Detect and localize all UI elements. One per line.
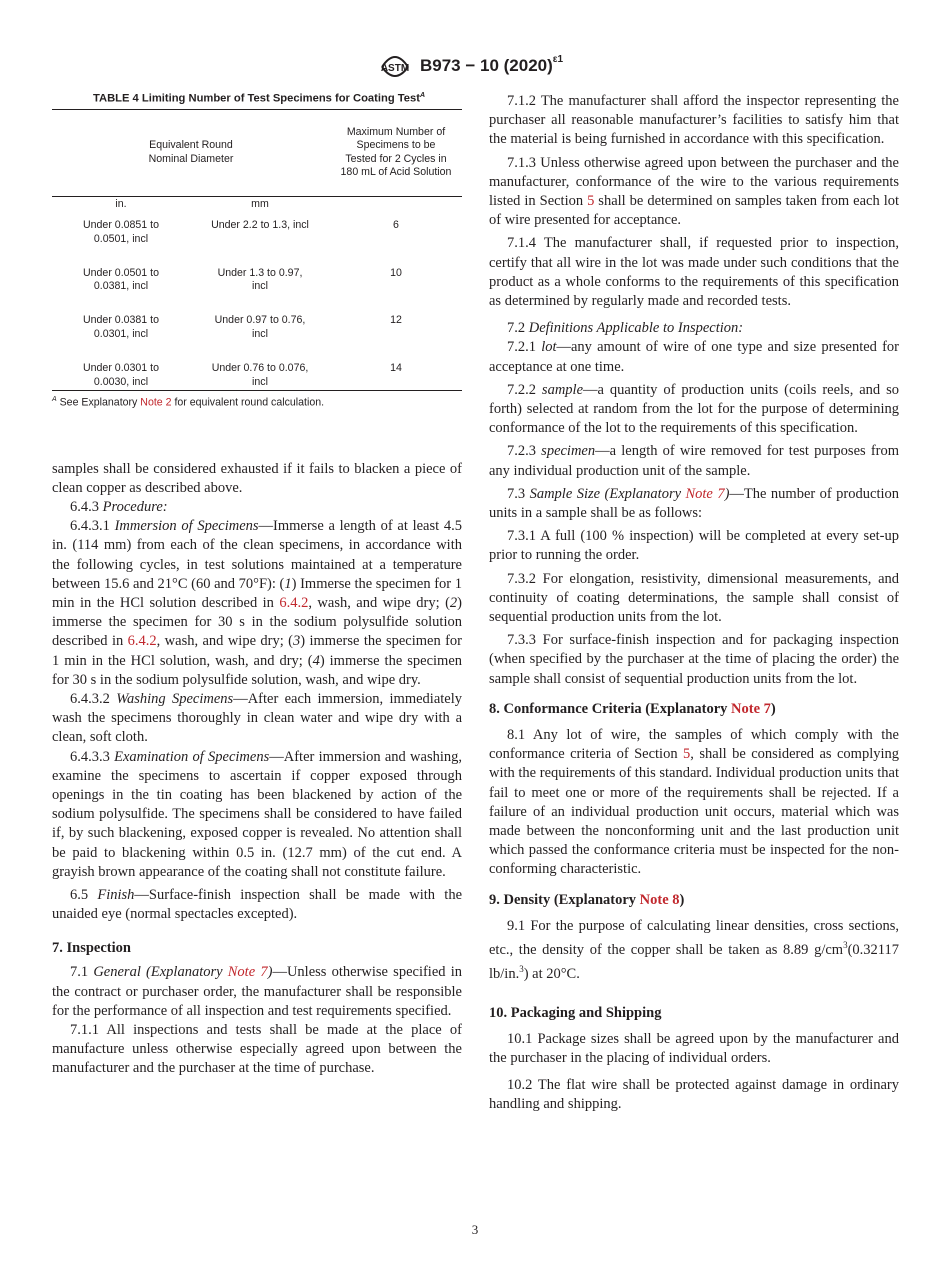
- cell-mm: Under 0.97 to 0.76, incl: [214, 314, 306, 341]
- cell-max: 10: [390, 266, 402, 279]
- table-title: TABLE 4 Limiting Number of Test Specimens for Coating Test$^A$: [92, 92, 425, 105]
- page-header: [0, 50, 950, 86]
- section-7-1-2: 7.1.2 The manufacturer shall afford the inspector representing the purchaser all reasonable manufacturer’s facilities to satisfy him that the material is being furnished in accordance with this specification.: [489, 93, 899, 148]
- section-10-1: 10.1 Package sizes shall be agreed upon by the manufacturer and the purchaser in the placing of individual orders.: [489, 1030, 899, 1066]
- section-7-2-3: 7.2.3 specimen—a length of wire removed for test purposes from any individual production unit of the sample.: [489, 443, 900, 479]
- table-row: [52, 356, 462, 390]
- note-7-link[interactable]: Note 7: [227, 964, 268, 981]
- page-number: 3: [471, 1222, 479, 1237]
- heading-density: 9. Density (Explanatory Note 8): [489, 891, 685, 908]
- header-diameter: Equivalent Round Nominal Diameter: [52, 109, 330, 196]
- epsilon-superscript: ε1: [552, 54, 564, 66]
- right-column: [489, 92, 899, 1115]
- section-7-3-1: 7.3.1 A full (100 % inspection) will be completed at every set-up prior to running the order.: [489, 528, 899, 564]
- table-row: [52, 213, 462, 261]
- note-7-link[interactable]: Note 7: [731, 700, 771, 717]
- heading-conformance: 8. Conformance Criteria (Explanatory Note 7): [489, 700, 776, 717]
- section-7-1-4: 7.1.4 The manufacturer shall, if requested prior to inspection, certify that all wire in the lot was made under such conditions that the product as a whole conforms to the requirements of this specification as determined by regularly made and recorded tests.: [489, 235, 899, 310]
- specimen-limit-table: [52, 109, 462, 391]
- standard-designation: B973 − 10 $(2020)^{\varepsilon 1}$: [420, 54, 564, 75]
- cell-inch: Under 0.0381 to 0.0301, incl: [83, 314, 159, 341]
- section-7-3: 7.3 Sample Size (Explanatory Note 7)—The number of production units in a sample shall be as follows:: [489, 485, 899, 522]
- cell-inch: Under 0.0301 to 0.0030, incl: [52, 356, 190, 390]
- cell-mm: Under 0.76 to 0.076, incl: [190, 356, 330, 390]
- heading-inspection: 7. Inspection: [52, 940, 131, 957]
- cell-max: 6: [393, 218, 399, 231]
- cell-inch: Under 0.0851 to 0.0501, incl: [83, 218, 159, 245]
- heading-packaging: 10. Packaging and Shipping: [489, 1004, 662, 1021]
- section-6-4-3-2: 6.4.3.2 Washing Specimens—After each immersion, immediately wash the specimens thoroughly in clean water and wipe dry with a clean, soft cloth.: [52, 690, 462, 746]
- section-6-5: 6.5 Finish—Surface-finish inspection shall be made with the unaided eye (normal spectacles excepted).: [52, 886, 463, 923]
- section-7-2-2: 7.2.2 sample—a quantity of production units (coils reels, and so forth) selected at random from the lot for the purpose of determining conformance of the lot to the requirements of this specification.: [489, 381, 899, 437]
- section-7-1-3: 7.1.3 Unless otherwise agreed upon between the purchaser and the manufacturer, conformance of the wire to the various requirements listed in Section 5 shall be determined on samples taken from each lot of wire presented for acceptance.: [489, 154, 899, 229]
- section-6-4-3-3: 6.4.3.3 Examination of Specimens—After immersion and washing, examine the specimens to ascertain if copper exposed through openings in the tin coating has been blackened by action of the sodium polysulfide. The specimens shall be considered to have failed if, by such blackening, exposed copper is revealed. No attention shall be paid to blackening within 0.5 in. (12.7 mm) of the cut end. A grayish brown appearance of the coating shall not constitute failure.: [52, 748, 462, 880]
- ref-6-4-2-link[interactable]: 6.4.2: [127, 633, 157, 650]
- table-row: [52, 308, 462, 356]
- ref-6-4-2-link[interactable]: 6.4.2: [279, 594, 309, 611]
- cell-inch: Under 0.0501 to 0.0381, incl: [83, 266, 159, 293]
- section-7-3-2: 7.3.2 For elongation, resistivity, dimensional measurements, and continuity of coating determinations, the sample shall consist of sequential production units from the lot.: [489, 570, 899, 626]
- astm-logo: [378, 50, 412, 82]
- section-7-2-1: 7.2.1 lot—any amount of wire of one type and size presented for acceptance at one time.: [489, 339, 899, 375]
- section-7-3-3: 7.3.3 For surface-finish inspection and for packaging inspection (when specified by the purchaser at the time of placing the order) the sample shall consist of sequential production units from the lot.: [489, 632, 899, 687]
- section-10-2: 10.2 The flat wire shall be protected against damage in ordinary handling and shipping.: [489, 1077, 899, 1113]
- table-row: [52, 261, 462, 309]
- cell-max: 14: [330, 356, 462, 390]
- left-column: [52, 92, 462, 1079]
- note-2-link[interactable]: Note 2: [140, 396, 172, 409]
- cell-mm: Under 2.2 to 1.3, incl: [211, 218, 309, 231]
- paragraph-exhausted: samples shall be considered exhausted if it fails to blacken a piece of clean copper as described above.: [52, 460, 462, 496]
- cell-mm: Under 1.3 to 0.97, incl: [217, 266, 303, 293]
- unit-mm: mm: [251, 197, 269, 210]
- note-7-link[interactable]: Note 7: [685, 485, 725, 502]
- section-5-link[interactable]: 5: [587, 193, 595, 210]
- table-footnote: $^A$ See Explanatory Note 2 for equivalent round calculation.: [52, 395, 325, 409]
- section-6-4-3: 6.4.3 Procedure:: [70, 498, 168, 515]
- section-7-2: 7.2 Definitions Applicable to Inspection:: [507, 320, 744, 337]
- section-8-1: 8.1 Any lot of wire, the samples of which comply with the conformance criteria of Section 5, shall be considered as complying with the requirements of this standard. Individual production units that fail to meet one or more of the requirements shall be rejected. If a failure of an individual production unit occurs, material which was made between the nonconforming unit and the last production unit which passed the conformance criteria must be inspected for the non-conforming characteristic.: [489, 726, 899, 878]
- section-6-4-3-1: 6.4.3.1 Immersion of Specimens—Immerse a length of at least 4.5 in. (114 mm) from each of the clean specimens, in accordance with the following cycles, in test solutions maintained at a temperature between 15.6 and 21°C (60 and 70°F): (1) Immerse the specimen for 1 min in the HCl solution described in 6.4.2, wash, and wipe dry; (2) immerse the specimen for 30 s in the sodium polysulfide solution described in 6.4.2, wash, and wipe dry; (3) immerse the specimen for 1 min in the HCl solution, wash, and dry; (4) immerse the specimen for 30 s in the sodium polysulfide solution, wash, and wipe dry.: [52, 518, 463, 688]
- section-5-link[interactable]: 5: [683, 746, 691, 763]
- section-7-1: 7.1 General (Explanatory Note 7)—Unless otherwise specified in the contract or purchaser order, the manufacturer shall be responsible for the performance of all inspection and test requirements specified.: [52, 964, 462, 1019]
- unit-in: in.: [115, 197, 127, 210]
- section-7-1-1: 7.1.1 All inspections and tests shall be made at the place of manufacture unless otherwise especially agreed upon between the manufacturer and the purchaser at the time of purchase.: [52, 1022, 462, 1077]
- note-8-link[interactable]: Note 8: [639, 891, 680, 908]
- section-9-1: 9.1 For the purpose of calculating linear densities, cross sections, etc., the density of the copper shall be taken as 8.89 $g/cm^3(0.32117$ lb/in.$^3$) at 20°C.: [489, 917, 899, 982]
- header-max-specimens: Maximum Number of Specimens to be Tested for 2 Cycles in 180 mL of Acid Solution: [330, 109, 462, 196]
- svg-text:ASTM: ASTM: [380, 63, 410, 74]
- cell-max: 12: [390, 314, 402, 327]
